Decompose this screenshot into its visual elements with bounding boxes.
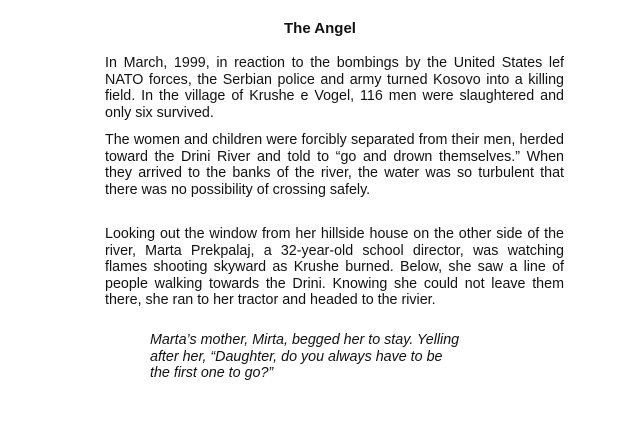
paragraph-3: Looking out the window from her hillside house on the other side of the river, Marta Prekpalaj, a 32-year-old school director, was watching flames shooting skyward as Krushe burned. Below, she saw a line of people walking towards the Drini. Knowing she could not leave them there, she ran to her tractor and headed to the rivier. xyxy=(105,226,564,308)
paragraph-2: The women and children were forcibly separated from their men, herded toward the Drini River and told to “go and drown themselves.” When they arrived to the banks of the river, the water was so turbulent that there was no possibility of crossing safely. xyxy=(105,132,564,198)
block-quote xyxy=(150,332,540,382)
quote-line-1: Marta’s mother, Mirta, begged her to stay. Yelling xyxy=(150,332,460,348)
paragraph-1: In March, 1999, in reaction to the bombings by the United States lef NATO forces, the Serbian police and army turned Kosovo into a killing field. In the village of Krushe e Vogel, 116 men were slaughtered and only six survived. xyxy=(105,55,564,121)
quote-line-3: the first one to go?” xyxy=(150,365,274,381)
page-title: The Angel xyxy=(284,20,356,37)
quote-line-2: after her, “Daughter, do you always have to be xyxy=(150,348,443,365)
